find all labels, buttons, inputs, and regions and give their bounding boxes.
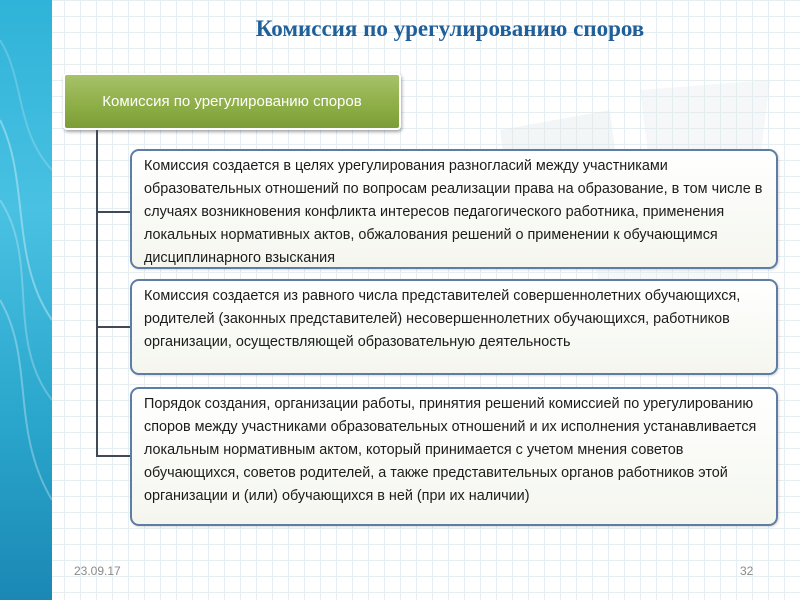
tree-connector-branch-1 (96, 211, 130, 213)
root-box-label: Комиссия по урегулированию споров (102, 93, 362, 110)
tree-connector-branch-3 (96, 455, 130, 457)
info-box-composition (130, 279, 778, 375)
info-box-procedure (130, 387, 778, 526)
info-box-procedure-text: Порядок создания, организации работы, принятия решений комиссией по урегулированию споров между участниками образовательных отношений и их исполнения устанавливается локальным нормативным актом, который принимается с учетом мнения советов обучающихся, советов родителей, а также представительных органов работников этой организации и (или) обучающихся в ней (при их наличии) (144, 396, 757, 504)
footer-page-number: 32 (740, 564, 754, 578)
tree-connector-branch-2 (96, 326, 130, 328)
slide-title: Комиссия по урегулированию споров (255, 16, 645, 41)
wave-decoration (0, 0, 52, 600)
info-box-purpose-text: Комиссия создается в целях урегулирования разногласий между участниками образовательных отношений по вопросам реализации права на образование, в том числе в случаях возникновения конфликта интересов педагогического работника, применения локальных нормативных актов, обжалования решений о применении к обучающимся дисциплинарного взыскания (144, 158, 763, 266)
root-box-commission (63, 73, 401, 130)
footer-date: 23.09.17 (74, 564, 121, 578)
decorative-left-band (0, 0, 52, 600)
info-box-composition-text: Комиссия создается из равного числа представителей совершеннолетних обучающихся, родителей (законных представителей) несовершеннолетних обучающихся, работников организации, осуществляющей образовательную деятельность (144, 288, 741, 350)
info-box-purpose (130, 149, 778, 269)
tree-connector-vertical (96, 130, 98, 457)
